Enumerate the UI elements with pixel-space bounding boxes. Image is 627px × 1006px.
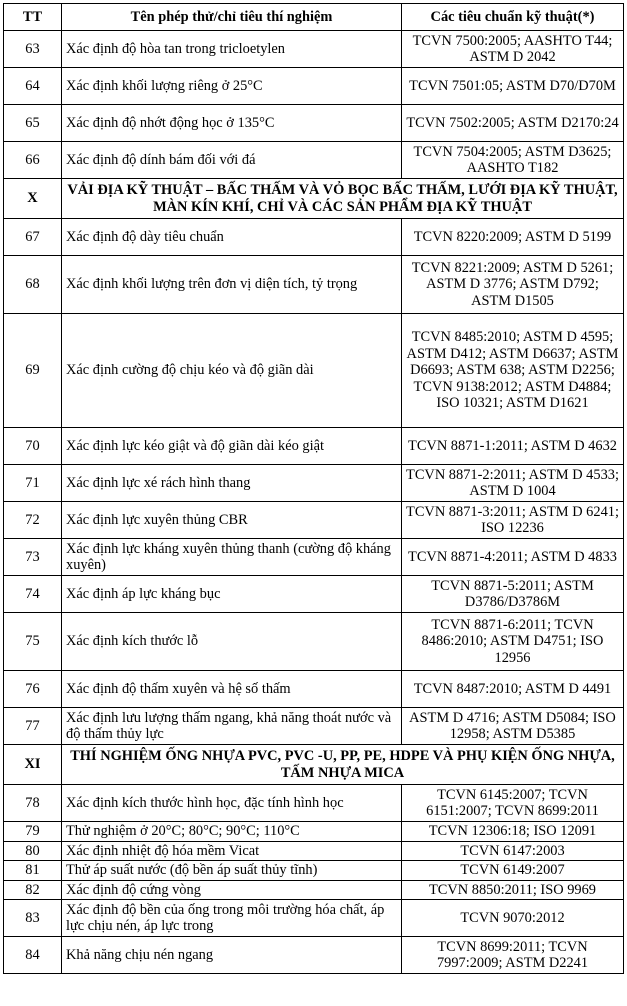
table-row xyxy=(4,68,624,105)
table-row xyxy=(4,613,624,671)
table-row xyxy=(4,31,624,68)
table-row xyxy=(4,900,624,937)
table-row xyxy=(4,428,624,465)
row-number: 75 xyxy=(4,613,62,671)
table-row xyxy=(4,539,624,576)
standards: TCVN 8871-6:2011; TCVN 8486:2010; ASTM D4751; ISO 12956 xyxy=(402,613,624,671)
standards: TCVN 12306:18; ISO 12091 xyxy=(402,822,624,842)
standards: TCVN 7504:2005; ASTM D3625; AASHTO T182 xyxy=(402,142,624,179)
section-title: VẢI ĐỊA KỸ THUẬT – BẤC THẤM VÀ VỎ BỌC BẤC THẤM, LƯỚI ĐỊA KỸ THUẬT, MÀN KÍN KHÍ, CHỈ VÀ CÁC SẢN PHẨM ĐỊA KỸ THUẬT xyxy=(62,179,624,219)
table-row xyxy=(4,880,624,900)
section-row xyxy=(4,745,624,785)
section-row xyxy=(4,179,624,219)
table-row xyxy=(4,314,624,428)
standards: TCVN 8871-5:2011; ASTM D3786/D3786M xyxy=(402,576,624,613)
table-row xyxy=(4,841,624,861)
test-name: Xác định khối lượng trên đơn vị diện tích, tỷ trọng xyxy=(62,256,402,314)
test-standards-table xyxy=(3,3,624,974)
table-row xyxy=(4,822,624,842)
standards: TCVN 8871-1:2011; ASTM D 4632 xyxy=(402,428,624,465)
test-name: Xác định lực xé rách hình thang xyxy=(62,465,402,502)
header-test-name: Tên phép thử/chỉ tiêu thí nghiệm xyxy=(62,4,402,31)
test-name: Xác định khối lượng riêng ở 25°C xyxy=(62,68,402,105)
test-name: Xác định nhiệt độ hóa mềm Vicat xyxy=(62,841,402,861)
standards: ASTM D 4716; ASTM D5084; ISO 12958; ASTM D5385 xyxy=(402,708,624,745)
standards: TCVN 8871-3:2011; ASTM D 6241; ISO 12236 xyxy=(402,502,624,539)
row-number: 63 xyxy=(4,31,62,68)
row-number: 67 xyxy=(4,219,62,256)
standards: TCVN 9070:2012 xyxy=(402,900,624,937)
row-number: 83 xyxy=(4,900,62,937)
row-number: 78 xyxy=(4,785,62,822)
row-number: 81 xyxy=(4,861,62,881)
standards: TCVN 8487:2010; ASTM D 4491 xyxy=(402,671,624,708)
section-title: THÍ NGHIỆM ỐNG NHỰA PVC, PVC -U, PP, PE, HDPE VÀ PHỤ KIỆN ỐNG NHỰA, TẤM NHỰA MICA xyxy=(62,745,624,785)
table-row xyxy=(4,785,624,822)
standards: TCVN 7502:2005; ASTM D2170:24 xyxy=(402,105,624,142)
test-name: Xác định độ dày tiêu chuẩn xyxy=(62,219,402,256)
header-standards: Các tiêu chuẩn kỹ thuật(*) xyxy=(402,4,624,31)
table-row xyxy=(4,576,624,613)
test-name: Xác định lực xuyên thủng CBR xyxy=(62,502,402,539)
test-name: Xác định độ hòa tan trong tricloetylen xyxy=(62,31,402,68)
row-number: 80 xyxy=(4,841,62,861)
row-number: 68 xyxy=(4,256,62,314)
section-number: XI xyxy=(4,745,62,785)
test-name: Xác định độ dính bám đối với đá xyxy=(62,142,402,179)
row-number: 76 xyxy=(4,671,62,708)
header-tt: TT xyxy=(4,4,62,31)
test-name: Xác định lực kháng xuyên thủng thanh (cường độ kháng xuyên) xyxy=(62,539,402,576)
standards: TCVN 8850:2011; ISO 9969 xyxy=(402,880,624,900)
row-number: 74 xyxy=(4,576,62,613)
test-name: Thử áp suất nước (độ bền áp suất thủy tĩnh) xyxy=(62,861,402,881)
table-row xyxy=(4,142,624,179)
row-number: 66 xyxy=(4,142,62,179)
table-row xyxy=(4,861,624,881)
standards: TCVN 6149:2007 xyxy=(402,861,624,881)
row-number: 82 xyxy=(4,880,62,900)
standards: TCVN 8871-4:2011; ASTM D 4833 xyxy=(402,539,624,576)
table-row xyxy=(4,671,624,708)
test-name: Xác định độ bền của ống trong môi trường hóa chất, áp lực chịu nén, áp lực trong xyxy=(62,900,402,937)
standards: TCVN 7500:2005; AASHTO T44; ASTM D 2042 xyxy=(402,31,624,68)
table-body xyxy=(4,31,624,974)
test-name: Xác định độ cứng vòng xyxy=(62,880,402,900)
test-name: Xác định lực kéo giật và độ giãn dài kéo giật xyxy=(62,428,402,465)
test-name: Xác định kích thước lỗ xyxy=(62,613,402,671)
standards: TCVN 6145:2007; TCVN 6151:2007; TCVN 8699:2011 xyxy=(402,785,624,822)
test-name: Xác định áp lực kháng bục xyxy=(62,576,402,613)
standards: TCVN 6147:2003 xyxy=(402,841,624,861)
row-number: 64 xyxy=(4,68,62,105)
row-number: 77 xyxy=(4,708,62,745)
test-name: Khả năng chịu nén ngang xyxy=(62,937,402,974)
table-row xyxy=(4,219,624,256)
test-name: Xác định độ thấm xuyên và hệ số thấm xyxy=(62,671,402,708)
test-name: Xác định lưu lượng thấm ngang, khả năng thoát nước và độ thấm thủy lực xyxy=(62,708,402,745)
test-name: Xác định cường độ chịu kéo và độ giãn dài xyxy=(62,314,402,428)
table-row xyxy=(4,708,624,745)
standards: TCVN 8221:2009; ASTM D 5261; ASTM D 3776; ASTM D792; ASTM D1505 xyxy=(402,256,624,314)
standards: TCVN 8485:2010; ASTM D 4595; ASTM D412; ASTM D6637; ASTM D6693; ASTM 638; ASTM D2256; TCVN 9138:2012; ASTM D4884; ISO 10321; ASTM D1621 xyxy=(402,314,624,428)
row-number: 72 xyxy=(4,502,62,539)
row-number: 70 xyxy=(4,428,62,465)
row-number: 73 xyxy=(4,539,62,576)
table-row xyxy=(4,256,624,314)
test-name: Xác định độ nhớt động học ở 135°C xyxy=(62,105,402,142)
standards: TCVN 8220:2009; ASTM D 5199 xyxy=(402,219,624,256)
table-row xyxy=(4,502,624,539)
table-row xyxy=(4,465,624,502)
table-row xyxy=(4,105,624,142)
standards: TCVN 7501:05; ASTM D70/D70M xyxy=(402,68,624,105)
row-number: 69 xyxy=(4,314,62,428)
row-number: 84 xyxy=(4,937,62,974)
test-name: Xác định kích thước hình học, đặc tính hình học xyxy=(62,785,402,822)
standards: TCVN 8699:2011; TCVN 7997:2009; ASTM D2241 xyxy=(402,937,624,974)
table-header-row xyxy=(4,4,624,31)
standards: TCVN 8871-2:2011; ASTM D 4533; ASTM D 1004 xyxy=(402,465,624,502)
row-number: 65 xyxy=(4,105,62,142)
table-row xyxy=(4,937,624,974)
row-number: 79 xyxy=(4,822,62,842)
section-number: X xyxy=(4,179,62,219)
row-number: 71 xyxy=(4,465,62,502)
test-name: Thử nghiệm ở 20°C; 80°C; 90°C; 110°C xyxy=(62,822,402,842)
